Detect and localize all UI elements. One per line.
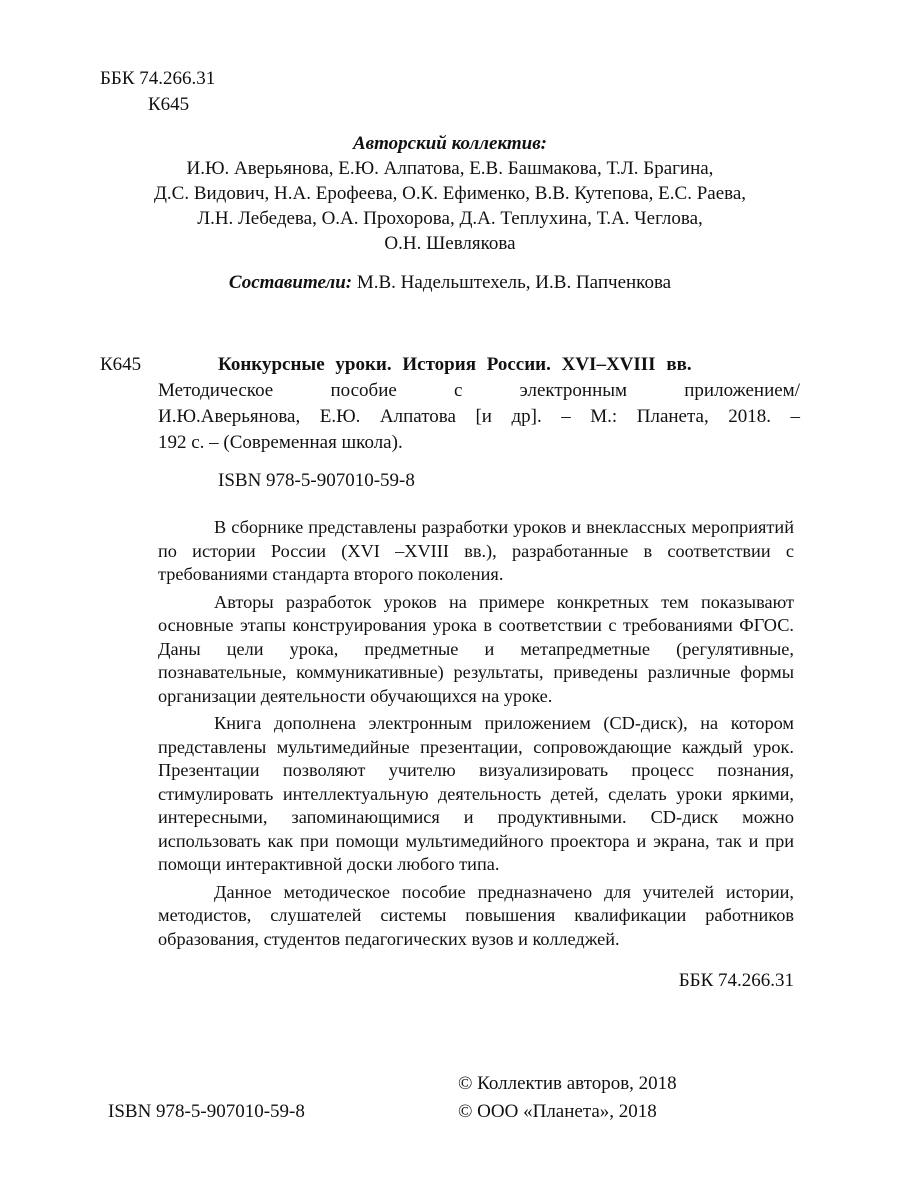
bbk-footer-code: ББК 74.266.31	[678, 970, 794, 991]
isbn: ISBN 978-5-907010-59-8	[218, 470, 415, 491]
copyright-line: © ООО «Планета», 2018	[458, 1101, 657, 1122]
authors-heading: Авторский коллектив:	[352, 133, 548, 154]
catalog-entry	[158, 352, 800, 456]
author-mark: К645	[148, 94, 190, 115]
authors-line: О.Н. Шевлякова	[384, 233, 516, 254]
copyright-block	[458, 1070, 677, 1126]
authors-line: И.Ю. Аверьянова, Е.Ю. Алпатова, Е.В. Башмакова, Т.Л. Брагина,	[186, 158, 714, 179]
authors-line: Д.С. Видович, Н.А. Ерофеева, О.К. Ефименко, В.В. Кутепова, Е.С. Раева,	[153, 183, 747, 204]
annotation-paragraph: В сборнике представлены разработки уроков и внеклассных мероприятий по истории России (XVI –XVIII вв.), разработанные в соответствии с требованиями стандарта второго поколения.	[158, 517, 794, 584]
catalog-line: Методическое пособие с электронным приложением/	[158, 380, 800, 401]
catalog-mark: К645	[100, 354, 142, 375]
copyright-line: © Коллектив авторов, 2018	[458, 1073, 677, 1094]
compilers	[100, 270, 800, 296]
compilers-names: М.В. Надельштехель, И.В. Папченкова	[356, 272, 672, 293]
authors-line: Л.Н. Лебедева, О.А. Прохорова, Д.А. Теплухина, Т.А. Чеглова,	[197, 208, 703, 229]
bbk-code: ББК 74.266.31	[100, 68, 216, 89]
annotation-paragraph: Авторы разработок уроков на примере конкретных тем показывают основные этапы конструирования урока в соответствии с требованиями ФГОС. Даны цели урока, предметные и метапредметные (регулятивные, познавательные, коммуникативные) результаты, приведены различные формы организации деятельности обучающихся на уроке.	[158, 591, 794, 706]
compilers-label: Составители:	[228, 272, 353, 293]
catalog-line: 192 с. – (Современная школа).	[158, 432, 403, 453]
author-collective	[100, 131, 800, 256]
annotation-paragraph: Данное методическое пособие предназначено для учителей истории, методистов, слушателей системы повышения квалификации работников образования, студентов педагогических вузов и колледжей.	[158, 881, 794, 949]
bbk-header	[100, 66, 215, 118]
isbn-footer: ISBN 978-5-907010-59-8	[108, 1101, 305, 1122]
book-title: Конкурсные уроки. История России. XVI–XVIII вв.	[218, 354, 692, 375]
catalog-line: И.Ю.Аверьянова, Е.Ю. Алпатова [и др]. – М.: Планета, 2018. –	[158, 406, 800, 427]
annotation	[158, 516, 794, 951]
annotation-paragraph: Книга дополнена электронным приложением (CD-диск), на котором представлены мультимедийные презентации, сопровождающие каждый урок. Презентации позволяют учителю визуализировать процесс познания, стимулировать интеллектуальную деятельность детей, сделать уроки яркими, интересными, запоминающимися и продуктивными. CD-диск можно использовать как при помощи мультимедийного проектора и экрана, так и при помощи интерактивной доски любого типа.	[158, 713, 794, 874]
